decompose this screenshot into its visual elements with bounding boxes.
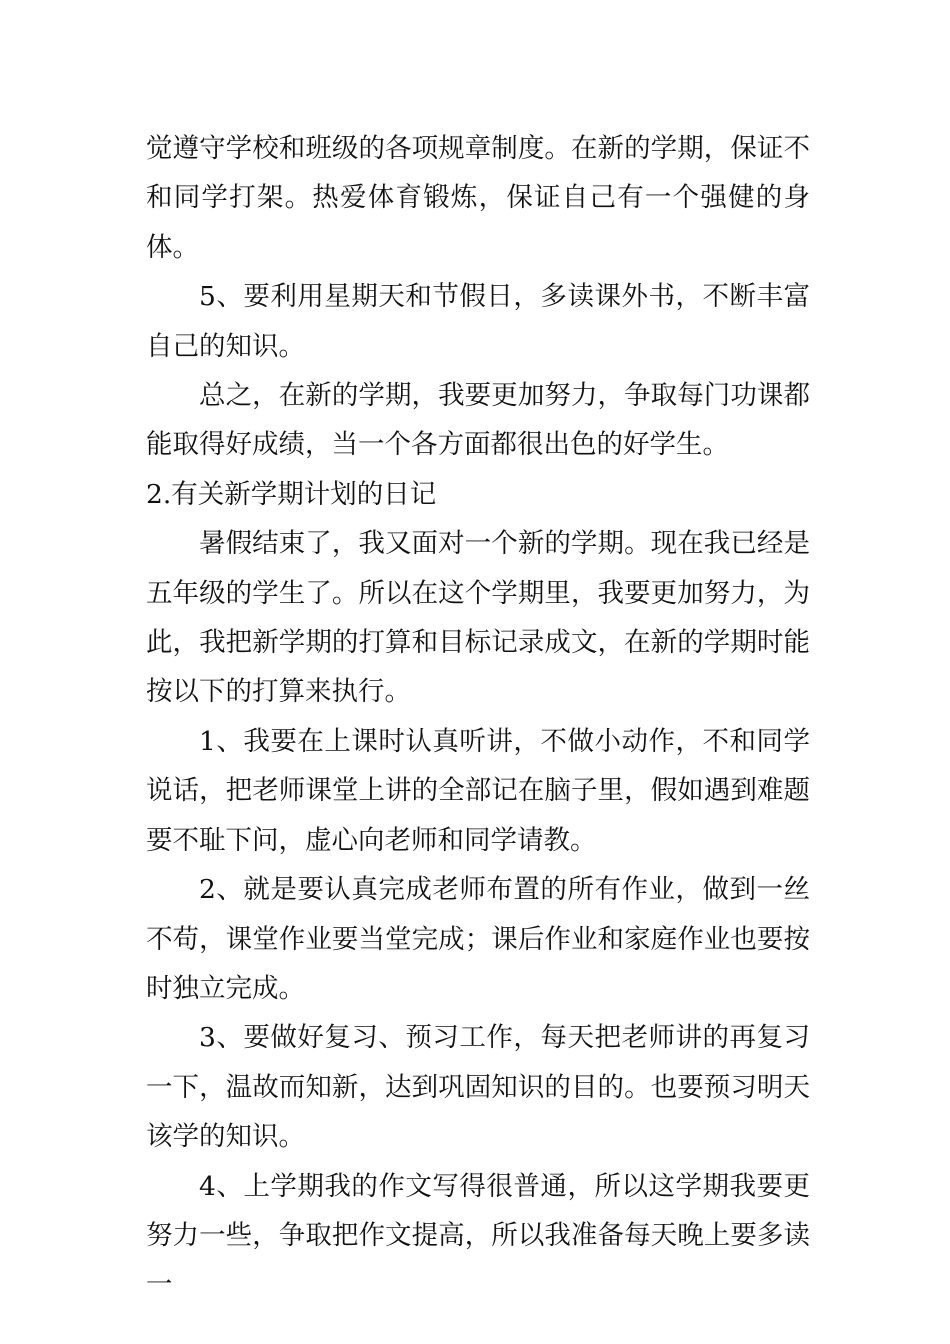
section-heading: 2.有关新学期计划的日记: [146, 478, 437, 510]
paragraph-item-3: 3、要做好复习、预习工作，每天把老师讲的再复习一下，温故而知新，达到巩固知识的目的。也要预习明天该学的知识。: [146, 1022, 810, 1153]
paragraph-summary: 总之，在新的学期，我要更加努力，争取每门功课都能取得好成绩，当一个各方面都很出色的好学生。: [146, 380, 810, 461]
document-body: [146, 124, 810, 1310]
paragraph-continued-rules: 觉遵守学校和班级的各项规章制度。在新的学期，保证不和同学打架。热爱体育锻炼，保证自己有一个强健的身体。: [146, 133, 810, 263]
paragraph-item-2: 2、就是要认真完成老师布置的所有作业，做到一丝不苟，课堂作业要当堂完成；课后作业和家庭作业也要按时独立完成。: [146, 874, 810, 1004]
paragraph-item-1: 1、我要在上课时认真听讲，不做小动作，不和同学说话，把老师课堂上讲的全部记在脑子里，假如遇到难题要不耻下问，虚心向老师和同学请教。: [146, 725, 810, 856]
paragraph-item-5: 5、要利用星期天和节假日，多读课外书，不断丰富自己的知识。: [146, 281, 810, 362]
paragraph-intro: 暑假结束了，我又面对一个新的学期。现在我已经是五年级的学生了。所以在这个学期里，我要更加努力，为此，我把新学期的打算和目标记录成文，在新的学期时能按以下的打算来执行。: [146, 528, 810, 708]
paragraph-item-4: 4、上学期我的作文写得很普通，所以这学期我要更努力一些，争取把作文提高，所以我准备每天晚上要多读一: [146, 1170, 810, 1301]
